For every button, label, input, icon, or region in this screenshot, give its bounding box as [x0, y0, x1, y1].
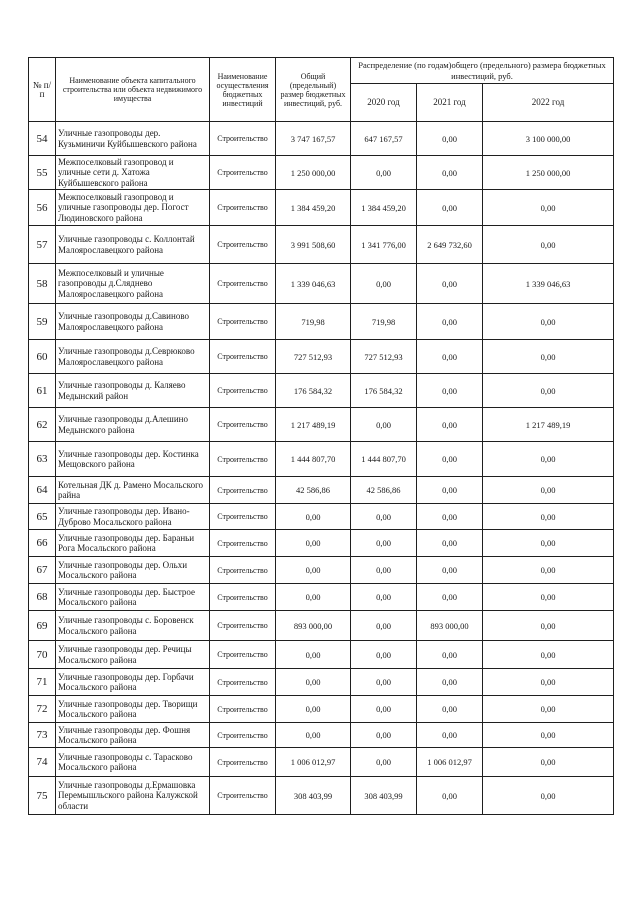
table-row [29, 442, 614, 477]
amount-2021: 0,00 [417, 374, 483, 408]
total-amount: 0,00 [276, 669, 351, 696]
amount-2020: 647 167,57 [351, 122, 417, 156]
total-amount: 1 006 012,97 [276, 748, 351, 777]
amount-2021: 0,00 [417, 442, 483, 477]
row-number: 54 [29, 122, 56, 156]
total-amount: 3 991 508,60 [276, 226, 351, 264]
amount-2020: 1 341 776,00 [351, 226, 417, 264]
amount-2020: 0,00 [351, 669, 417, 696]
row-number: 58 [29, 264, 56, 304]
amount-2020: 719,98 [351, 304, 417, 340]
amount-2022: 0,00 [483, 641, 614, 669]
amount-2020: 727 512,93 [351, 340, 417, 374]
amount-2020: 0,00 [351, 696, 417, 723]
investment-type: Строительство [210, 584, 276, 611]
amount-2020: 176 584,32 [351, 374, 417, 408]
amount-2020: 0,00 [351, 408, 417, 442]
row-number: 64 [29, 477, 56, 504]
total-amount: 0,00 [276, 557, 351, 584]
row-number: 61 [29, 374, 56, 408]
object-name: Уличные газопроводы дер. Творищи Мосальского района [56, 696, 210, 723]
amount-2020: 0,00 [351, 557, 417, 584]
investment-type: Строительство [210, 504, 276, 530]
amount-2022: 1 250 000,00 [483, 156, 614, 190]
amount-2022: 0,00 [483, 442, 614, 477]
investment-type: Строительство [210, 748, 276, 777]
row-number: 62 [29, 408, 56, 442]
table-row [29, 122, 614, 156]
amount-2022: 0,00 [483, 723, 614, 748]
total-amount: 308 403,99 [276, 777, 351, 815]
amount-2022: 0,00 [483, 477, 614, 504]
table-row [29, 340, 614, 374]
amount-2020: 0,00 [351, 530, 417, 557]
investment-table [28, 57, 614, 815]
header-num: № п/п [29, 58, 56, 122]
header-distribution: Распределение (по годам)общего (предельного) размера бюджетных инвестиций, руб. [351, 58, 614, 84]
amount-2021: 0,00 [417, 340, 483, 374]
total-amount: 0,00 [276, 530, 351, 557]
table-row [29, 669, 614, 696]
amount-2022: 0,00 [483, 340, 614, 374]
table-row [29, 504, 614, 530]
header-year-2021: 2021 год [417, 84, 483, 122]
amount-2021: 0,00 [417, 190, 483, 226]
object-name: Уличные газопроводы с. Тарасково Мосальского района [56, 748, 210, 777]
table-row [29, 557, 614, 584]
object-name: Уличные газопроводы д.Алешино Медынского района [56, 408, 210, 442]
table-row [29, 190, 614, 226]
row-number: 70 [29, 641, 56, 669]
header-row-top [29, 58, 614, 84]
amount-2021: 0,00 [417, 584, 483, 611]
table-row [29, 304, 614, 340]
total-amount: 0,00 [276, 584, 351, 611]
table-row [29, 530, 614, 557]
amount-2020: 0,00 [351, 748, 417, 777]
amount-2022: 0,00 [483, 777, 614, 815]
amount-2021: 0,00 [417, 264, 483, 304]
row-number: 72 [29, 696, 56, 723]
investment-type: Строительство [210, 696, 276, 723]
table-row [29, 226, 614, 264]
amount-2021: 0,00 [417, 504, 483, 530]
total-amount: 1 217 489,19 [276, 408, 351, 442]
total-amount: 1 444 807,70 [276, 442, 351, 477]
investment-type: Строительство [210, 340, 276, 374]
object-name: Уличные газопроводы д.Савиново Малоярославецкого района [56, 304, 210, 340]
investment-type: Строительство [210, 641, 276, 669]
amount-2020: 0,00 [351, 641, 417, 669]
amount-2020: 308 403,99 [351, 777, 417, 815]
amount-2021: 0,00 [417, 477, 483, 504]
table-row [29, 777, 614, 815]
investment-type: Строительство [210, 557, 276, 584]
table-row [29, 374, 614, 408]
amount-2021: 0,00 [417, 156, 483, 190]
amount-2022: 0,00 [483, 304, 614, 340]
row-number: 66 [29, 530, 56, 557]
amount-2021: 0,00 [417, 641, 483, 669]
total-amount: 0,00 [276, 696, 351, 723]
amount-2022: 0,00 [483, 611, 614, 641]
amount-2022: 0,00 [483, 557, 614, 584]
investment-type: Строительство [210, 777, 276, 815]
amount-2022: 3 100 000,00 [483, 122, 614, 156]
amount-2021: 0,00 [417, 696, 483, 723]
row-number: 63 [29, 442, 56, 477]
header-year-2020: 2020 год [351, 84, 417, 122]
amount-2021: 0,00 [417, 304, 483, 340]
amount-2022: 1 217 489,19 [483, 408, 614, 442]
object-name: Уличные газопроводы дер. Ивано-Дуброво Мосальского района [56, 504, 210, 530]
amount-2022: 1 339 046,63 [483, 264, 614, 304]
row-number: 68 [29, 584, 56, 611]
object-name: Уличные газопроводы дер. Бараньи Рога Мосальского района [56, 530, 210, 557]
table-row [29, 723, 614, 748]
amount-2020: 0,00 [351, 611, 417, 641]
row-number: 73 [29, 723, 56, 748]
amount-2022: 0,00 [483, 530, 614, 557]
object-name: Уличные газопроводы дер. Фошня Мосальского района [56, 723, 210, 748]
amount-2021: 0,00 [417, 723, 483, 748]
investment-type: Строительство [210, 226, 276, 264]
amount-2022: 0,00 [483, 669, 614, 696]
investment-type: Строительство [210, 669, 276, 696]
table-row [29, 408, 614, 442]
investment-type: Строительство [210, 122, 276, 156]
amount-2022: 0,00 [483, 374, 614, 408]
amount-2021: 2 649 732,60 [417, 226, 483, 264]
total-amount: 0,00 [276, 504, 351, 530]
row-number: 60 [29, 340, 56, 374]
investment-type: Строительство [210, 264, 276, 304]
investment-type: Строительство [210, 374, 276, 408]
amount-2022: 0,00 [483, 584, 614, 611]
object-name: Уличные газопроводы д.Севрюково Малоярославецкого района [56, 340, 210, 374]
row-number: 71 [29, 669, 56, 696]
total-amount: 727 512,93 [276, 340, 351, 374]
object-name: Уличные газопроводы с. Коллонтай Малоярославецкого района [56, 226, 210, 264]
header-name: Наименование объекта капитального строительства или объекта недвижимого имущества [56, 58, 210, 122]
object-name: Уличные газопроводы дер. Костинка Мещовского района [56, 442, 210, 477]
amount-2022: 0,00 [483, 190, 614, 226]
amount-2020: 0,00 [351, 504, 417, 530]
row-number: 55 [29, 156, 56, 190]
object-name: Межпоселковый газопровод и уличные газопроводы дер. Погост Людиновского района [56, 190, 210, 226]
total-amount: 42 586,86 [276, 477, 351, 504]
object-name: Уличные газопроводы дер. Быстрое Мосальского района [56, 584, 210, 611]
table-row [29, 584, 614, 611]
total-amount: 0,00 [276, 723, 351, 748]
table-row [29, 696, 614, 723]
header-total: Общий (предельный) размер бюджетных инвестиций, руб. [276, 58, 351, 122]
table-row [29, 264, 614, 304]
object-name: Уличные газопроводы дер. Кузьминичи Куйбышевского района [56, 122, 210, 156]
table-row [29, 611, 614, 641]
investment-type: Строительство [210, 611, 276, 641]
object-name: Уличные газопроводы дер. Горбачи Мосальского района [56, 669, 210, 696]
amount-2020: 1 384 459,20 [351, 190, 417, 226]
row-number: 57 [29, 226, 56, 264]
row-number: 67 [29, 557, 56, 584]
object-name: Уличные газопроводы дер. Речицы Мосальского района [56, 641, 210, 669]
amount-2022: 0,00 [483, 226, 614, 264]
table-row [29, 748, 614, 777]
total-amount: 1 384 459,20 [276, 190, 351, 226]
total-amount: 176 584,32 [276, 374, 351, 408]
investment-type: Строительство [210, 723, 276, 748]
table-row [29, 156, 614, 190]
total-amount: 3 747 167,57 [276, 122, 351, 156]
amount-2022: 0,00 [483, 504, 614, 530]
object-name: Котельная ДК д. Рамено Мосальского райна [56, 477, 210, 504]
amount-2020: 0,00 [351, 264, 417, 304]
object-name: Межпоселковый газопровод и уличные сети д. Хатожа Куйбышевского района [56, 156, 210, 190]
header-direction: Наименование осуществления бюджетных инвестиций [210, 58, 276, 122]
object-name: Уличные газопроводы д. Каляево Медынский район [56, 374, 210, 408]
row-number: 65 [29, 504, 56, 530]
table-row [29, 641, 614, 669]
object-name: Уличные газопроводы дер. Ольхи Мосальского района [56, 557, 210, 584]
table-row [29, 477, 614, 504]
amount-2021: 0,00 [417, 122, 483, 156]
amount-2022: 0,00 [483, 748, 614, 777]
investment-type: Строительство [210, 442, 276, 477]
row-number: 74 [29, 748, 56, 777]
amount-2020: 0,00 [351, 584, 417, 611]
investment-type: Строительство [210, 304, 276, 340]
total-amount: 1 339 046,63 [276, 264, 351, 304]
investment-type: Строительство [210, 408, 276, 442]
row-number: 59 [29, 304, 56, 340]
amount-2021: 0,00 [417, 669, 483, 696]
investment-type: Строительство [210, 477, 276, 504]
amount-2021: 0,00 [417, 777, 483, 815]
investment-type: Строительство [210, 156, 276, 190]
object-name: Уличные газопроводы с. Боровенск Мосальского района [56, 611, 210, 641]
amount-2022: 0,00 [483, 696, 614, 723]
object-name: Уличные газопроводы д.Ермашовка Перемышльского района Калужской области [56, 777, 210, 815]
total-amount: 1 250 000,00 [276, 156, 351, 190]
row-number: 56 [29, 190, 56, 226]
total-amount: 719,98 [276, 304, 351, 340]
investment-type: Строительство [210, 530, 276, 557]
amount-2021: 0,00 [417, 557, 483, 584]
header-year-2022: 2022 год [483, 84, 614, 122]
investment-type: Строительство [210, 190, 276, 226]
amount-2020: 0,00 [351, 156, 417, 190]
amount-2021: 0,00 [417, 408, 483, 442]
amount-2020: 1 444 807,70 [351, 442, 417, 477]
amount-2021: 1 006 012,97 [417, 748, 483, 777]
amount-2020: 0,00 [351, 723, 417, 748]
table-body [29, 122, 614, 815]
row-number: 69 [29, 611, 56, 641]
total-amount: 893 000,00 [276, 611, 351, 641]
amount-2021: 893 000,00 [417, 611, 483, 641]
total-amount: 0,00 [276, 641, 351, 669]
amount-2020: 42 586,86 [351, 477, 417, 504]
object-name: Межпоселковый и уличные газопроводы д.Сляднево Малоярославецкого района [56, 264, 210, 304]
row-number: 75 [29, 777, 56, 815]
amount-2021: 0,00 [417, 530, 483, 557]
